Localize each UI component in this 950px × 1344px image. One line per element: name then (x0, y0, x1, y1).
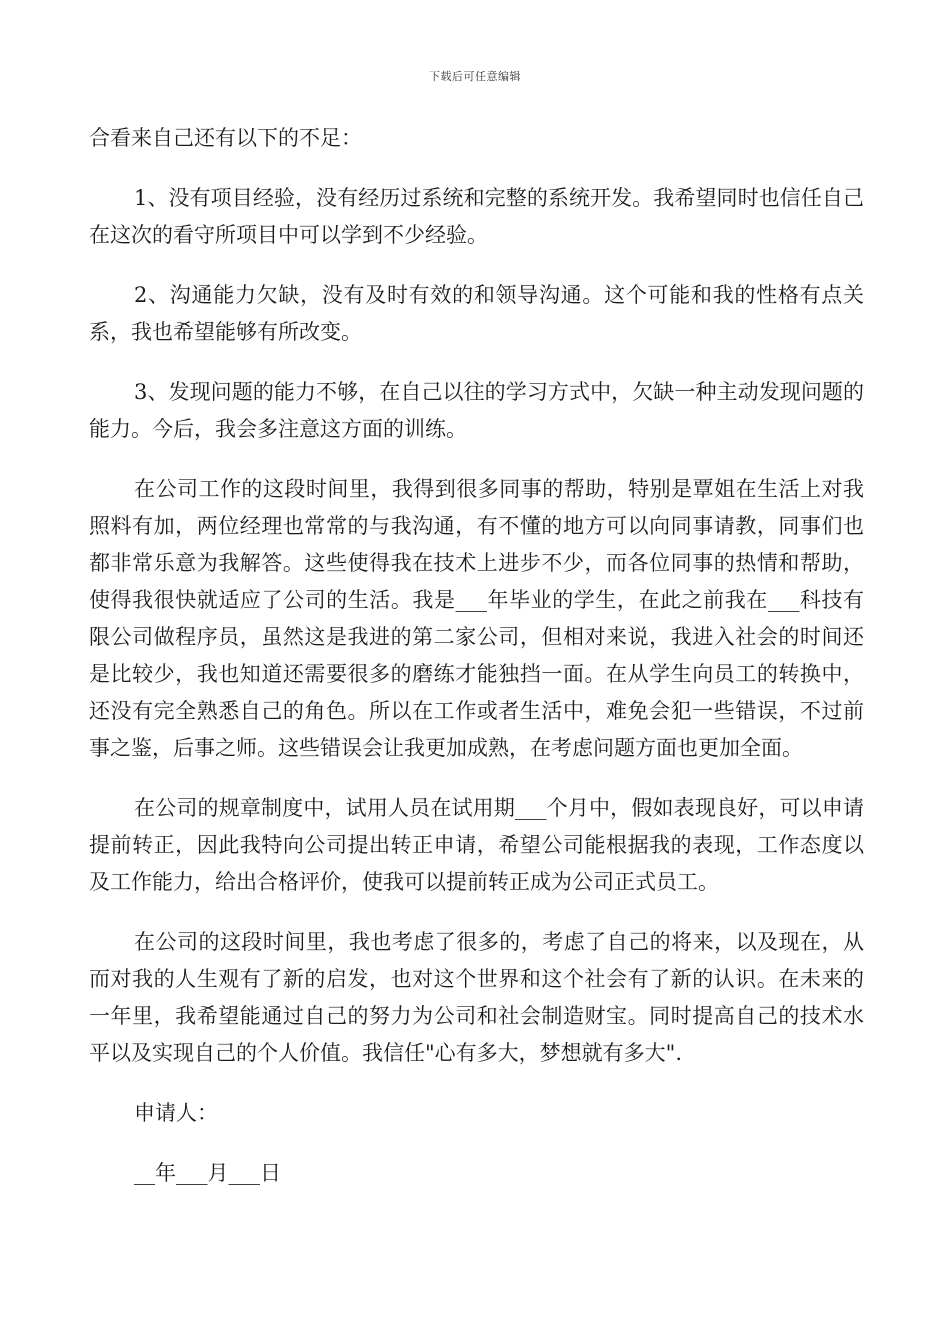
paragraph-shortcoming-2: 2、沟通能力欠缺，没有及时有效的和领导沟通。这个可能和我的性格有点关系，我也希望能够有所改变。 (89, 283, 864, 344)
paragraph-probation-request: 在公司的规章制度中，试用人员在试用期___个月中，假如表现良好，可以申请提前转正，因此我特向公司提出转正申请，希望公司能根据我的表现，工作态度以及工作能力，给出合格评价，使我可以提前转正成为公司正式员工。 (89, 796, 864, 894)
paragraph-shortcoming-1: 1、没有项目经验，没有经历过系统和完整的系统开发。我希望同时也信任自己在这次的看守所项目中可以学到不少经验。 (89, 186, 864, 247)
paragraph-shortcoming-3: 3、发现问题的能力不够，在自己以往的学习方式中，欠缺一种主动发现问题的能力。今后，我会多注意这方面的训练。 (89, 380, 864, 441)
date-line: __年___月___日 (134, 1161, 281, 1185)
document-body (89, 120, 864, 1215)
page-header: 下载后可任意编辑 (429, 70, 521, 83)
paragraph-work-experience: 在公司工作的这段时间里，我得到很多同事的帮助，特别是覃姐在生活上对我照料有加，两位经理也常常的与我沟通，有不懂的地方可以向同事请教，同事们也都非常乐意为我解答。这些使得我在技术上进步不少，而各位同事的热情和帮助，使得我很快就适应了公司的生活。我是___年毕业的学生，在此之前我在___科技有限公司做程序员，虽然这是我进的第二家公司，但相对来说，我进入社会的时间还是比较少，我也知道还需要很多的磨练才能独挡一面。在从学生向员工的转换中，还没有完全熟悉自己的角色。所以在工作或者生活中，难免会犯一些错误，不过前事之鉴，后事之师。这些错误会让我更加成熟，在考虑问题方面也更加全面。 (89, 477, 864, 760)
applicant-label: 申请人： (134, 1101, 218, 1125)
paragraph-reflection: 在公司的这段时间里，我也考虑了很多的，考虑了自己的将来，以及现在，从而对我的人生观有了新的启发，也对这个世界和这个社会有了新的认识。在未来的一年里，我希望能通过自己的努力为公司和社会制造财宝。同时提高自己的技术水平以及实现自己的个人价值。我信任"心有多大，梦想就有多大". (89, 930, 864, 1065)
paragraph-intro: 合看来自己还有以下的不足： (89, 126, 362, 150)
